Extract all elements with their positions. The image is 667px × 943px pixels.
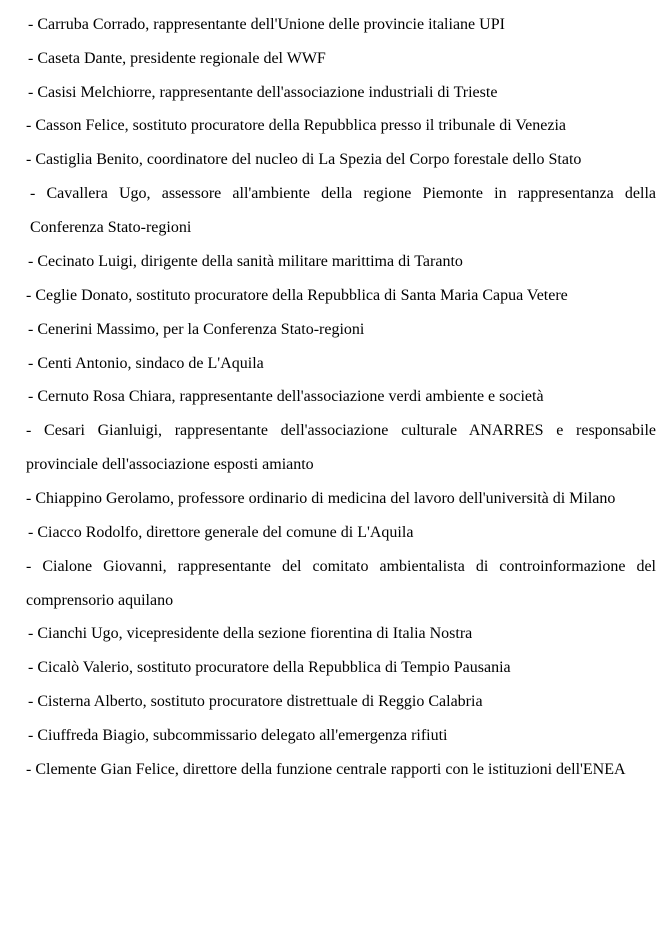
list-item: - Caseta Dante, presidente regionale del WWF — [28, 49, 326, 67]
list-item: - Ciuffreda Biagio, subcommissario delegato all'emergenza rifiuti — [28, 726, 448, 744]
list-item: - Cecinato Luigi, dirigente della sanità militare marittima di Taranto — [28, 253, 463, 271]
hearing-participants-list — [26, 8, 656, 787]
list-item: - Cesari Gianluigi, rappresentante dell'associazione culturale ANARRES e responsabile provinciale dell'associazione esposti amianto — [26, 422, 656, 474]
list-item: - Ceglie Donato, sostituto procuratore della Repubblica di Santa Maria Capua Vetere — [26, 286, 568, 304]
list-item: - Cisterna Alberto, sostituto procuratore distrettuale di Reggio Calabria — [28, 693, 483, 711]
list-item: - Centi Antonio, sindaco de L'Aquila — [28, 354, 264, 372]
list-item: - Cicalò Valerio, sostituto procuratore della Repubblica di Tempio Pausania — [28, 659, 511, 677]
list-item: - Cavallera Ugo, assessore all'ambiente della regione Piemonte in rappresentanza della Conferenza Stato-regioni — [30, 185, 656, 237]
list-item: - Cenerini Massimo, per la Conferenza Stato-regioni — [28, 320, 365, 338]
list-item: - Casisi Melchiorre, rappresentante dell'associazione industriali di Trieste — [28, 83, 498, 101]
list-item: - Casson Felice, sostituto procuratore della Repubblica presso il tribunale di Venezia — [26, 117, 567, 135]
list-item: - Cernuto Rosa Chiara, rappresentante dell'associazione verdi ambiente e società — [28, 388, 544, 406]
list-item: - Cialone Giovanni, rappresentante del comitato ambientalista di controinformazione del comprensorio aquilano — [26, 557, 656, 609]
list-item: - Cianchi Ugo, vicepresidente della sezione fiorentina di Italia Nostra — [28, 625, 473, 643]
list-item: - Castiglia Benito, coordinatore del nucleo di La Spezia del Corpo forestale dello Stato — [26, 151, 582, 169]
list-item: - Chiappino Gerolamo, professore ordinario di medicina del lavoro dell'università di Milano — [26, 489, 616, 507]
list-item: - Clemente Gian Felice, direttore della funzione centrale rapporti con le istituzioni dell'ENEA — [26, 760, 626, 778]
list-item: - Carruba Corrado, rappresentante dell'Unione delle provincie italiane UPI — [28, 16, 505, 33]
list-item: - Ciacco Rodolfo, direttore generale del comune di L'Aquila — [28, 523, 414, 541]
